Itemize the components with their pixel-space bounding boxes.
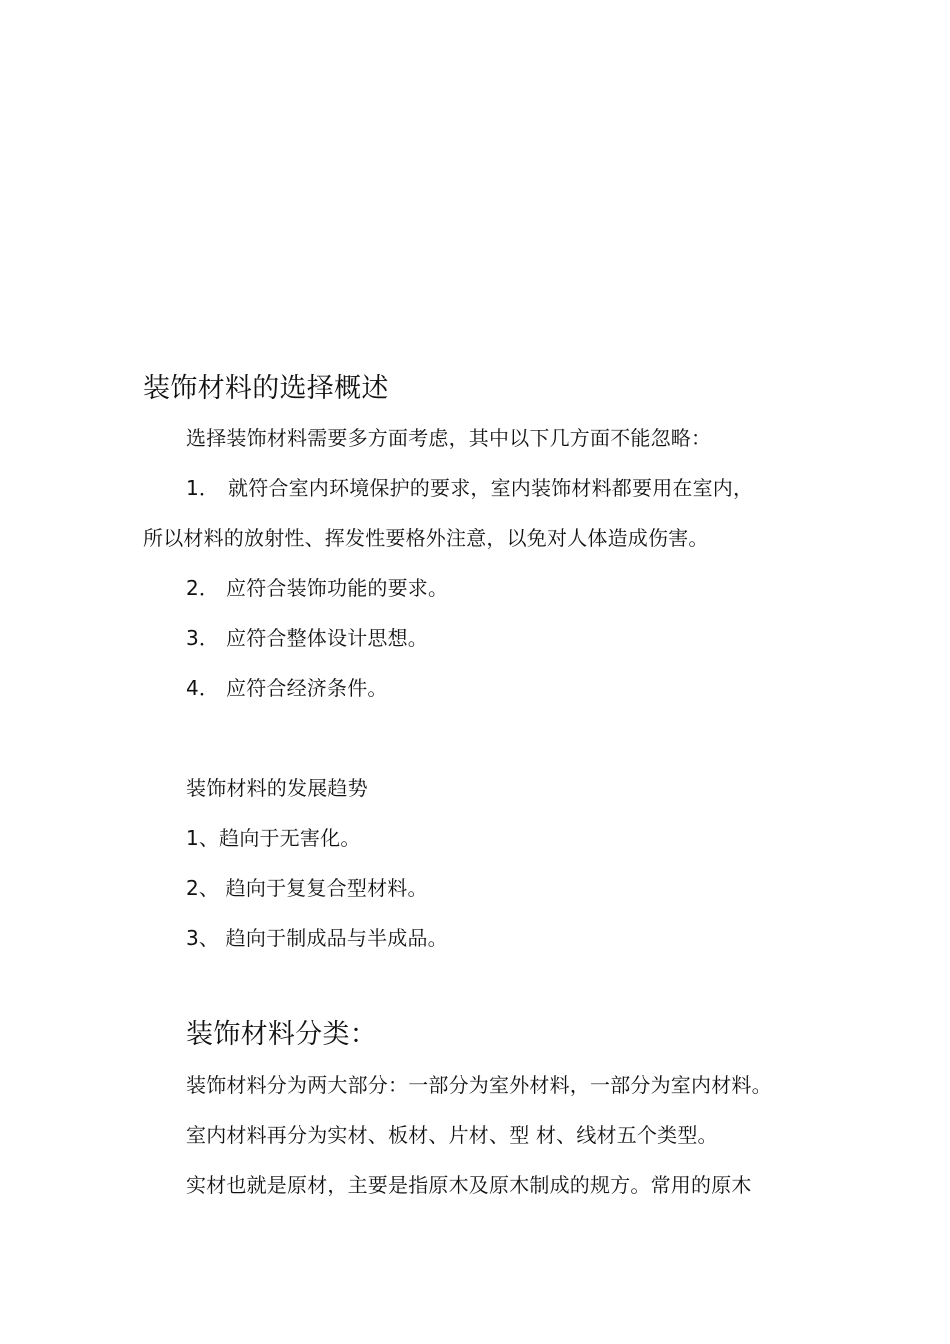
list-text: 应符合装饰功能的要求。: [226, 576, 449, 600]
list-text: 就符合室内环境保护的要求，室内装饰材料都要用在室内，: [228, 476, 754, 500]
classification-para-2: 室内材料再分为实材、板材、片材、型 材、线材五个类型。: [186, 1123, 718, 1147]
section-title-classification: 装饰材料分类：: [186, 1019, 378, 1050]
list-number: 2．: [186, 576, 220, 600]
section-title-trends: 装饰材料的发展趋势: [186, 776, 368, 800]
trend-item-2: 2、 趋向于复复合型材料。: [186, 876, 428, 900]
selection-item-1: [186, 474, 753, 502]
list-text: 应符合整体设计思想。: [226, 626, 428, 650]
selection-item-4: [186, 674, 388, 702]
selection-intro: 选择装饰材料需要多方面考虑，其中以下几方面不能忽略：: [186, 426, 712, 450]
list-number: 1．: [186, 476, 220, 500]
section-title-selection: 装饰材料的选择概述: [143, 373, 389, 404]
list-number: 4．: [186, 676, 220, 700]
trend-item-3: 3、 趋向于制成品与半成品。: [186, 926, 448, 950]
trend-item-1: 1、趋向于无害化。: [186, 826, 361, 850]
selection-item-1-continuation: 所以材料的放射性、挥发性要格外注意，以免对人体造成伤害。: [143, 526, 709, 550]
list-text: 应符合经济条件。: [226, 676, 388, 700]
list-number: 3．: [186, 626, 220, 650]
classification-para-1: 装饰材料分为两大部分：一部分为室外材料，一部分为室内材料。: [186, 1073, 772, 1097]
classification-para-3: 实材也就是原材，主要是指原木及原木制成的规方。常用的原木: [186, 1173, 752, 1197]
selection-item-2: [186, 574, 448, 602]
selection-item-3: [186, 624, 428, 652]
